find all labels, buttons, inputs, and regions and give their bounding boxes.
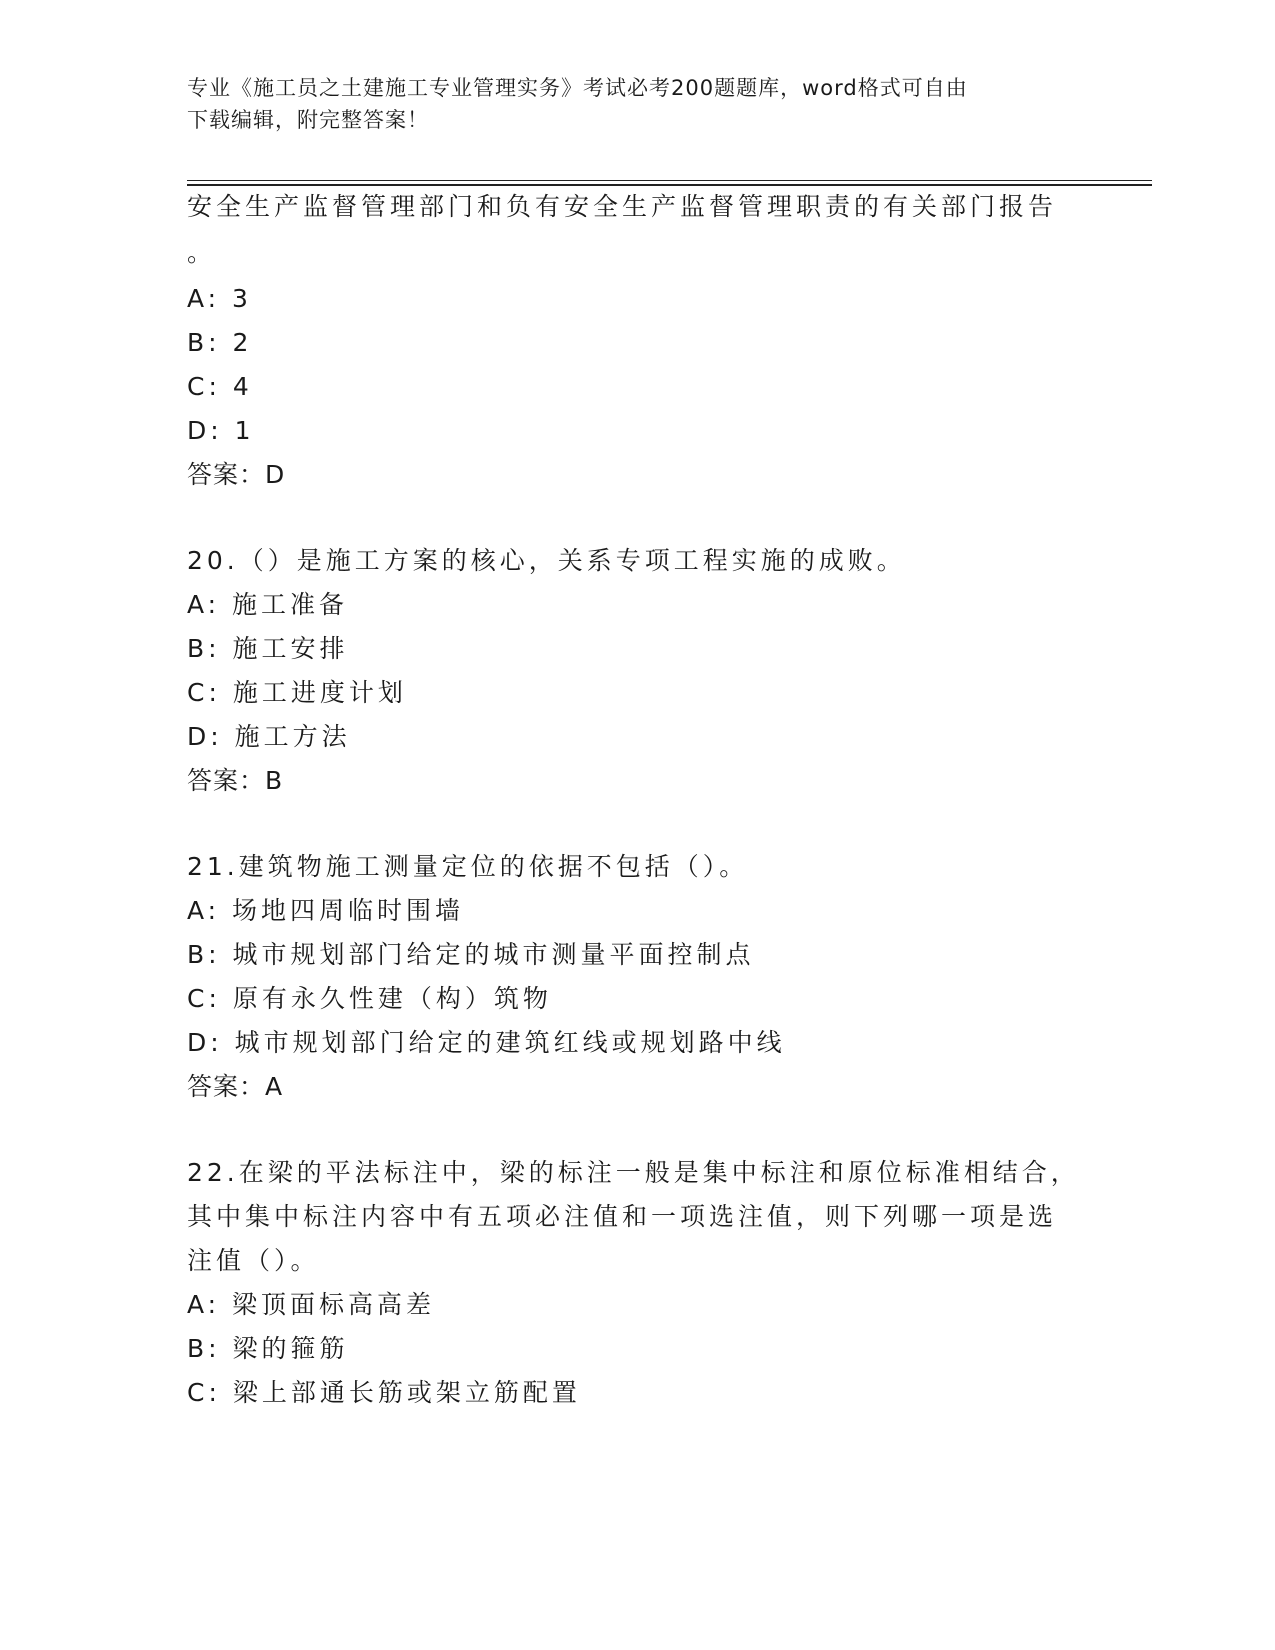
q21-answer: 答案：A (187, 1072, 284, 1101)
q22-stem-line-1: 22.在梁的平法标注中，梁的标注一般是集中标注和原位标准相结合， (187, 1158, 1080, 1187)
q20-stem: 20.（）是施工方案的核心，关系专项工程实施的成败。 (187, 546, 906, 575)
q20-option-a: A: 施工准备 (187, 590, 349, 619)
q20-option-d: D: 施工方法 (187, 722, 351, 751)
q22-option-c: C: 梁上部通长筋或架立筋配置 (187, 1378, 581, 1407)
q19-option-c: C: 4 (187, 372, 253, 401)
q21-option-c: C: 原有永久性建（构）筑物 (187, 984, 552, 1013)
q19-answer: 答案：D (187, 460, 286, 489)
header-divider-thin (187, 180, 1152, 181)
q20-option-c: C: 施工进度计划 (187, 678, 407, 707)
q22-stem-line-3: 注值（）。 (187, 1246, 320, 1275)
q22-option-a: A: 梁顶面标高高差 (187, 1290, 436, 1319)
q20-option-b: B: 施工安排 (187, 634, 349, 663)
q19-stem-line-1: 安全生产监督管理部门和负有安全生产监督管理职责的有关部门报告 (187, 192, 1058, 221)
q22-option-b: B: 梁的箍筋 (187, 1334, 349, 1363)
q21-option-d: D: 城市规划部门给定的建筑红线或规划路中线 (187, 1028, 786, 1057)
header-line-1: 专业《施工员之土建施工专业管理实务》考试必考200题题库，word格式可自由 (187, 76, 968, 100)
q20-answer: 答案：B (187, 766, 284, 795)
q21-option-b: B: 城市规划部门给定的城市测量平面控制点 (187, 940, 755, 969)
document-header (187, 72, 1087, 136)
header-line-2: 下载编辑，附完整答案！ (187, 108, 429, 132)
q19-option-b: B: 2 (187, 328, 253, 357)
q19-stem-line-2: 。 (187, 238, 217, 267)
header-divider-thick (187, 184, 1152, 186)
q19-option-d: D: 1 (187, 416, 255, 445)
q22-stem-line-2: 其中集中标注内容中有五项必注值和一项选注值，则下列哪一项是选 (187, 1202, 1058, 1231)
q21-stem: 21.建筑物施工测量定位的依据不包括（）。 (187, 852, 749, 881)
q21-option-a: A: 场地四周临时围墙 (187, 896, 465, 925)
q19-option-a: A: 3 (187, 284, 252, 313)
